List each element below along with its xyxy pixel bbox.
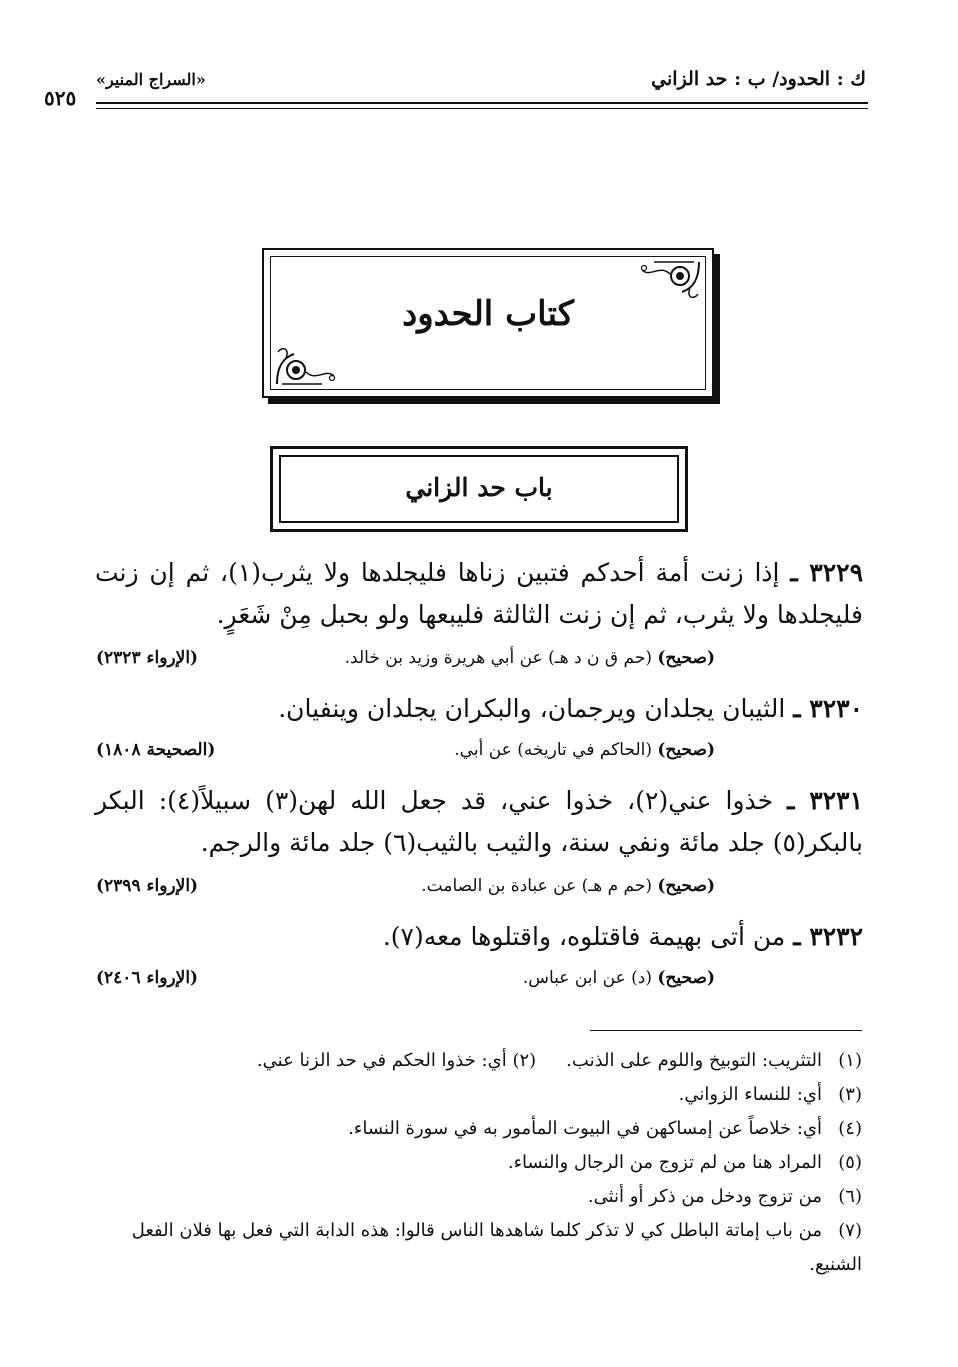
hadith-reference: (الإرواء ٢٤٠٦): [96, 968, 199, 988]
hadith-grade-line: [421, 876, 715, 896]
ornament-bottom-left-icon: [272, 342, 382, 388]
footnote-text: التثريب: التوبيخ واللوم على الذنب.: [566, 1050, 822, 1071]
hadith-text: [95, 688, 863, 730]
page-number: ٥٢٥: [44, 86, 77, 110]
footnote-number: (٢): [512, 1050, 537, 1071]
footnote: [92, 1146, 862, 1180]
footnote-text: أي: للنساء الزواني.: [678, 1084, 822, 1105]
hadith-body: خذوا عني(٢)، خذوا عني، قد جعل الله لهن(٣) سبيلاً(٤): البكر بالبكر(٥) جلد مائة ونفي سنة، والثيب بالثيب(٦) جلد مائة والرجم.: [95, 786, 863, 857]
running-header-book: «السراج المنير»: [96, 70, 206, 89]
footnote-text: أي: خلاصاً عن إمساكهن في البيوت المأمور به في سورة النساء.: [348, 1118, 822, 1139]
hadith-grade: (صحيح): [657, 648, 715, 668]
footnote-number: (٥): [838, 1152, 862, 1173]
hadith-source: (حم ق ن د هـ) عن أبي هريرة وزيد بن خالد.: [344, 648, 652, 668]
hadith-body: الثيبان يجلدان ويرجمان، والبكران يجلدان وينفيان.: [278, 694, 786, 723]
hadith-number: ٣٢٢٩ ـ: [790, 558, 863, 587]
hadith-source-row: [96, 968, 860, 992]
hadith-body: إذا زنت أمة أحدكم فتبين زناها فليجلدها ولا يثرب(١)، ثم إن زنت فليجلدها ولا يثرب، ثم إن زنت الثالثة فليبعها ولو بحبل مِنْ شَعَرٍ.: [95, 558, 863, 629]
footnote-text: من باب إماتة الباطل كي لا تذكر كلما شاهدها الناس قالوا: هذه الدابة التي فعل بها فلان الفعل الشنيع.: [131, 1220, 862, 1275]
hadith-grade-line: [454, 740, 715, 760]
hadith-text: [95, 552, 863, 636]
footnote: [92, 1044, 862, 1078]
hadith-source: (د) عن ابن عباس.: [522, 968, 652, 988]
footnote: [92, 1112, 862, 1146]
hadith-text: [95, 916, 863, 958]
header-rule: [96, 102, 868, 104]
header-rule-thin: [96, 108, 868, 109]
hadith-source: (الحاكم في تاريخه) عن أبي.: [454, 740, 652, 760]
hadith-grade: (صحيح): [657, 876, 715, 896]
hadith-grade: (صحيح): [657, 740, 715, 760]
hadith-number: ٣٢٣١ ـ: [787, 786, 864, 815]
running-header-chapter: ك : الحدود/ ب : حد الزاني: [651, 68, 866, 90]
hadith-reference: (الإرواء ٢٣٢٣): [96, 648, 199, 668]
footnote-number: (٣): [838, 1084, 862, 1105]
footnote-separator: [590, 1030, 862, 1031]
hadith-source-row: [96, 740, 860, 764]
hadith-source: (حم م هـ) عن عبادة بن الصامت.: [421, 876, 652, 896]
footnote-text: من تزوج ودخل من ذكر أو أنثى.: [587, 1186, 822, 1207]
footnote-number: (٤): [838, 1118, 862, 1139]
footnote-number: (٦): [838, 1186, 862, 1207]
footnote: [92, 1214, 862, 1282]
chapter-title-frame: [270, 446, 688, 532]
book-title: كتاب الحدود: [402, 294, 574, 334]
footnote-number: (٧): [838, 1220, 862, 1241]
hadith-source-row: [96, 876, 860, 900]
hadith-reference: (الصحيحة ١٨٠٨): [96, 740, 216, 760]
footnote: [92, 1180, 862, 1214]
hadith-text: [95, 780, 863, 864]
footnote: [92, 1078, 862, 1112]
book-title-frame: [262, 248, 714, 398]
hadith-body: من أتى بهيمة فاقتلوه، واقتلوها معه(٧).: [382, 922, 786, 951]
footnote-number: (١): [838, 1050, 862, 1071]
chapter-title: باب حد الزاني: [405, 473, 553, 502]
hadith-grade-line: [345, 648, 715, 668]
hadith-grade: (صحيح): [657, 968, 715, 988]
hadith-grade-line: [523, 968, 715, 988]
footnote-text: المراد هنا من لم تزوج من الرجال والنساء.: [507, 1152, 822, 1173]
footnote-text: أي: خذوا الحكم في حد الزنا عني.: [256, 1050, 507, 1071]
hadith-number: ٣٢٣٢ ـ: [793, 922, 863, 951]
hadith-number: ٣٢٣٠ ـ: [793, 694, 863, 723]
hadith-reference: (الإرواء ٢٣٩٩): [96, 876, 199, 896]
hadith-source-row: [96, 648, 860, 672]
